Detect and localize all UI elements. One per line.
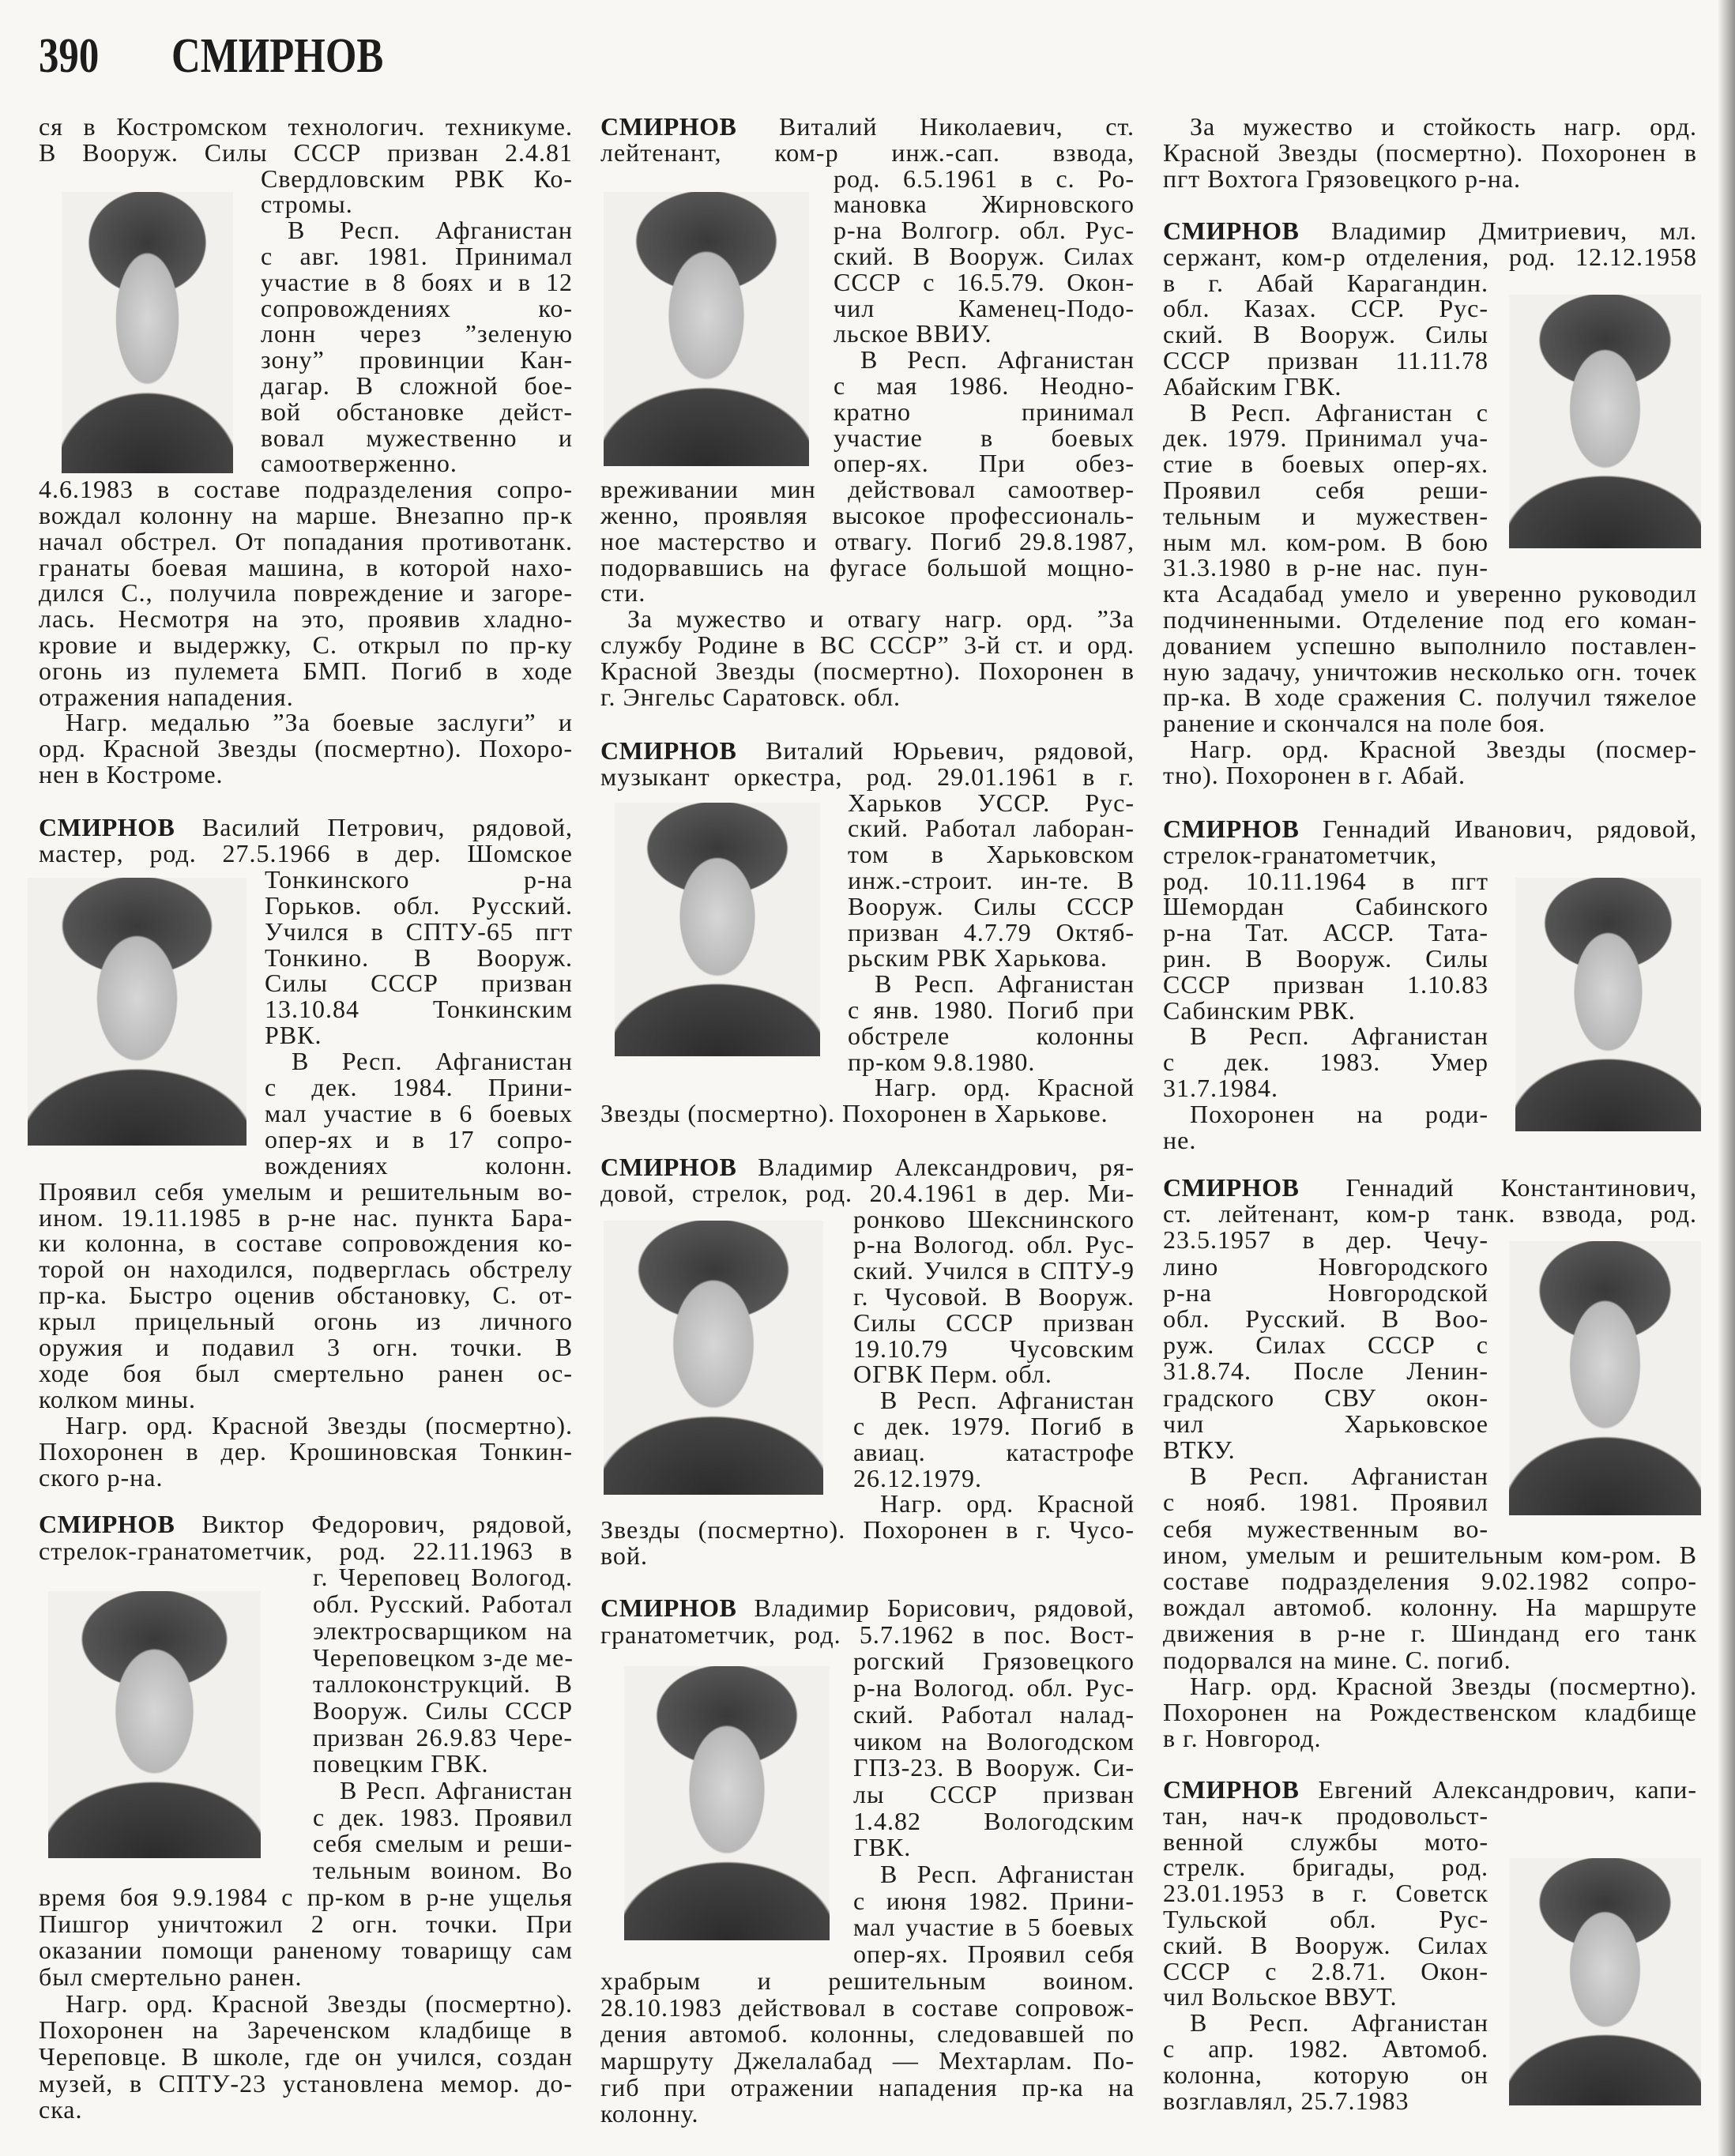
text-line: ГПЗ-23. В Вооруж. Си-: [853, 1753, 1135, 1782]
running-head: СМИРНОВ: [171, 29, 384, 83]
entry-name-line: Геннадий Иванович, рядовой,: [1323, 815, 1698, 843]
text-line: г. Чусовой. В Вооруж.: [853, 1282, 1135, 1311]
text-line: р-на Тат. АССР. Тата-: [1163, 918, 1488, 947]
text-line: тан, нач-к продовольст-: [1163, 1800, 1488, 1830]
text-line: р-на Волгогр. обл. Рус-: [834, 216, 1135, 245]
text-line: тельным воином. Во: [313, 1856, 573, 1885]
text-line: 26.12.1979.: [853, 1463, 982, 1492]
entry-surname: СМИРНОВ: [1163, 1775, 1300, 1804]
text-line: кровие и выдержку, С. открыл по пр-ку: [39, 630, 573, 659]
text-line: 1.4.82 Вологодским: [853, 1806, 1135, 1835]
text-line: лась. Несмотря на это, проявив хладно-: [39, 604, 573, 634]
text-line: Сабинским РВК.: [1163, 995, 1356, 1025]
text-line: сти.: [600, 578, 646, 608]
text-line: себя смелым и реши-: [313, 1829, 573, 1858]
text-line: время боя 9.9.1984 с пр-ком в р-не ущелья: [39, 1882, 573, 1911]
text-line: дения автомоб. колонны, следовавшей по: [600, 2019, 1135, 2049]
text-line: торой он находился, подверглась обстрелу: [39, 1255, 573, 1284]
entry-surname: СМИРНОВ: [39, 813, 175, 841]
text-line: В Респ. Афганистан: [880, 1386, 1135, 1415]
text-line: В Респ. Афганистан: [1190, 2008, 1488, 2037]
text-line: стрелок-гранатометчик, род. 22.11.1963 в: [39, 1536, 573, 1565]
entry-name-line: Евгений Александрович, капи-: [1318, 1775, 1697, 1804]
text-line: с мая 1986. Неодно-: [834, 371, 1135, 400]
text-line: р-на Новгородской: [1163, 1277, 1488, 1307]
text-line: Звезды (посмертно). Похоронен в Харькове.: [600, 1099, 1108, 1128]
entry-name-line: Геннадий Константинович,: [1345, 1173, 1697, 1202]
portrait-photo: [1509, 295, 1701, 548]
text-line: гиб при отражении нападения пр-ка на: [600, 2072, 1135, 2101]
entry-surname: СМИРНОВ: [1163, 216, 1300, 245]
text-line: Звезды (посмертно). Похоронен в г. Чусо-: [600, 1515, 1135, 1545]
text-line: службу Родине в ВС СССР” 3-й ст. и орд.: [600, 630, 1135, 659]
portrait-photo: [624, 1666, 830, 1940]
text-line: [1163, 1175, 1697, 1201]
text-line: гранаты боевая машина, в которой нахо-: [39, 552, 573, 581]
text-line: Свердловским РВК Ко-: [261, 164, 573, 193]
text-line: нен в Костроме.: [39, 760, 224, 788]
portrait-photo: [615, 803, 820, 1056]
text-line: В Респ. Афганистан: [860, 345, 1135, 374]
text-line: Учился в СПТУ-65 пгт: [265, 916, 573, 946]
text-line: ином, умелым и решительным ком-ром. В: [1163, 1540, 1697, 1569]
text-line: г. Энгельс Саратовск. обл.: [600, 682, 901, 711]
portrait-photo: [62, 192, 233, 473]
text-line: лонн через ”зеленую: [261, 319, 573, 348]
text-line: [1163, 218, 1697, 244]
text-line: подорвавшись на фугасе большой мощно-: [600, 552, 1135, 581]
portrait-photo: [1509, 1241, 1701, 1515]
text-line: руж. Силах СССР с: [1163, 1330, 1488, 1360]
text-line: ное мастерство и отвагу. Погиб 29.8.1987,: [600, 526, 1135, 555]
text-line: подчиненными. Отделение под его коман-: [1163, 605, 1697, 634]
text-line: рьским РВК Харькова.: [848, 943, 1108, 973]
text-line: ную задачу, уничтожив несколько огн. точек: [1163, 657, 1697, 686]
text-line: отражения нападения.: [39, 682, 294, 711]
text-line: участие в боевых: [834, 423, 1135, 452]
text-line: Похоронен в дер. Крошиновская Тонкин-: [39, 1436, 573, 1466]
book-gutter-shadow: [1718, 0, 1735, 2156]
text-line: рин. В Вооруж. Силы: [1163, 944, 1488, 973]
text-line: ГВК.: [853, 1833, 912, 1862]
text-line: оружия и подавил 3 огн. точки. В: [39, 1333, 573, 1361]
text-line: опер-ях и в 17 сопро-: [265, 1124, 573, 1153]
text-line: ронково Шекснинского: [853, 1204, 1135, 1233]
text-line: колком мины.: [39, 1384, 197, 1413]
text-line: РВК.: [265, 1021, 322, 1050]
text-line: ным мл. ком-ром. В бою: [1163, 527, 1488, 556]
text-line: 28.10.1983 действовал в составе сопровож-: [600, 1992, 1135, 2022]
text-line: зону” провинции Кан-: [261, 345, 573, 374]
text-line: стромы.: [261, 190, 353, 219]
text-line: СССР призван 11.11.78: [1163, 346, 1488, 374]
text-line: 31.3.1980 в р-не нас. пун-: [1163, 553, 1488, 582]
text-line: себя мужественным во-: [1163, 1514, 1488, 1543]
entry-name-line: Виктор Федорович, рядовой,: [201, 1510, 574, 1538]
text-line: Абайским ГВК.: [1163, 371, 1342, 401]
text-line: мал участие в 6 боевых: [265, 1098, 573, 1127]
text-line: самоотверженно.: [261, 449, 457, 478]
text-line: движения в р-не г. Шинданд его танк: [1163, 1619, 1697, 1648]
text-line: вождениях колонн.: [265, 1150, 573, 1180]
text-line: Шемордан Сабинского: [1163, 892, 1488, 921]
text-line: колонну.: [600, 2099, 699, 2128]
entry-name-line: Виталий Юрьевич, рядовой,: [766, 736, 1135, 765]
entry-name-line: Владимир Дмитриевич, мл.: [1331, 216, 1697, 245]
text-line: повецким ГВК.: [313, 1749, 489, 1778]
text-line: крыл прицельный огонь из личного: [39, 1307, 573, 1336]
text-line: льское ВВИУ.: [834, 319, 992, 348]
text-line: пгт Вохтога Грязовецкого р-на.: [1163, 164, 1522, 193]
text-line: мановка Жирновского: [834, 190, 1135, 219]
portrait-photo: [1515, 878, 1701, 1131]
text-line: опер-ях. При обез-: [834, 449, 1135, 478]
text-line: тно). Похоронен в г. Абай.: [1163, 760, 1466, 789]
text-line: ский. Работал лаборан-: [848, 814, 1135, 843]
text-line: ский. Учился в СПТУ-9: [853, 1256, 1135, 1285]
text-line: [39, 1511, 573, 1537]
text-line: обл. Казах. ССР. Рус-: [1163, 294, 1488, 323]
entry-name-line: Василий Петрович, рядовой,: [201, 813, 573, 841]
text-line: Силы СССР призван: [265, 969, 573, 998]
text-line: Нагр. орд. Красной Звезды (посмертно).: [66, 1989, 573, 2018]
text-line: ский. Работал налад-: [853, 1699, 1135, 1729]
text-line: Красной Звезды (посмертно). Похоронен в: [600, 656, 1135, 685]
text-line: мал участие в 5 боевых: [853, 1913, 1135, 1942]
text-line: ся в Костромском технологич. техникуме.: [39, 112, 573, 141]
text-line: чиком на Вологодском: [853, 1726, 1135, 1755]
text-line: [600, 114, 1135, 140]
text-line: ский. В Вооруж. Силах: [1163, 1930, 1488, 1959]
text-line: р-на Вологод. обл. Рус-: [853, 1230, 1135, 1259]
text-line: [39, 815, 573, 841]
text-line: Тонкино. В Вооруж.: [265, 943, 573, 972]
text-line: В Вооруж. Силы СССР призван 2.4.81: [39, 137, 573, 167]
entry-surname: СМИРНОВ: [39, 1510, 175, 1538]
text-line: тельным и мужествен-: [1163, 501, 1488, 530]
entry-name-line: Владимир Борисович, рядовой,: [754, 1593, 1135, 1622]
text-line: составе подразделения 9.02.1982 сопро-: [1163, 1567, 1697, 1595]
text-line: кратно принимал: [834, 397, 1135, 426]
text-line: ского р-на.: [39, 1462, 164, 1492]
text-line: маршруту Джелалабад — Мехтарлам. По-: [600, 2045, 1135, 2075]
text-line: ином. 19.11.1985 в р-не нас. пункта Бара-: [39, 1202, 573, 1232]
text-line: дек. 1979. Принимал уча-: [1163, 423, 1488, 453]
text-line: пр-ком 9.8.1980.: [848, 1047, 1036, 1076]
text-line: чил Каменец-Подо-: [834, 293, 1135, 322]
text-line: венной службы мото-: [1163, 1827, 1488, 1856]
text-line: стрелк. бригады, род.: [1163, 1853, 1488, 1882]
text-line: Похоронен на роди-: [1190, 1099, 1488, 1128]
text-line: Проявил себя реши-: [1163, 476, 1488, 504]
text-line: с дек. 1979. Погиб в: [853, 1412, 1135, 1440]
text-line: музей, в СПТУ-23 установлена мемор. до-: [39, 2068, 573, 2098]
text-line: вой обстановке дейст-: [261, 397, 573, 426]
text-line: пр-ка. В ходе сражения С. получил тяжелое: [1163, 683, 1697, 712]
page-number: 390: [39, 29, 100, 83]
text-line: Тульской обл. Рус-: [1163, 1905, 1488, 1933]
text-line: чил Харьковское: [1163, 1409, 1488, 1438]
text-line: Похоронен на Рождественском кладбище: [1163, 1698, 1697, 1726]
text-line: том в Харьковском: [848, 840, 1135, 869]
text-line: ска.: [39, 2095, 83, 2124]
text-line: р-на Вологод. обл. Рус-: [853, 1673, 1135, 1703]
entry-surname: СМИРНОВ: [600, 112, 737, 141]
entry-surname: СМИРНОВ: [600, 736, 737, 765]
text-line: Нагр. орд. Красной: [875, 1073, 1135, 1102]
text-line: [1163, 816, 1697, 842]
text-line: с дек. 1983. Умер: [1163, 1048, 1488, 1077]
text-line: В Респ. Афганистан: [1190, 1022, 1488, 1051]
text-line: с нояб. 1981. Проявил: [1163, 1488, 1488, 1517]
text-line: лейтенант, ком-р инж.-сап. взвода,: [600, 137, 1135, 167]
entry-surname: СМИРНОВ: [600, 1593, 737, 1622]
text-line: ОГВК Перм. обл.: [853, 1360, 1052, 1389]
portrait-photo: [28, 878, 247, 1146]
text-line: обл. Русский. В Воо-: [1163, 1304, 1488, 1333]
text-line: вождал автомоб. колонну. На маршруте: [1163, 1593, 1697, 1622]
text-line: мастер, род. 27.5.1966 в дер. Шомское: [39, 838, 573, 867]
text-line: Нагр. орд. Красной Звезды (посмертно).: [66, 1410, 573, 1439]
text-line: [600, 738, 1135, 764]
text-line: [1163, 1777, 1697, 1803]
text-line: Харьков УССР. Рус-: [848, 788, 1135, 817]
text-line: возглавлял, 25.7.1983: [1163, 2086, 1409, 2115]
text-line: с дек. 1983. Проявил: [313, 1802, 573, 1831]
text-line: Вооруж. Силы СССР: [313, 1695, 573, 1725]
text-line: Тонкинского р-на: [265, 864, 573, 894]
text-line: орд. Красной Звезды (посмертно). Похоро-: [39, 734, 573, 763]
text-line: ки колонна, в составе сопровождения ко-: [39, 1229, 573, 1258]
text-line: За мужество и стойкость нагр. орд.: [1190, 112, 1697, 141]
text-line: храбрым и решительным воином.: [600, 1966, 1135, 1995]
text-line: Пишгор уничтожил 2 огн. точки. При: [39, 1909, 573, 1938]
text-line: огонь из пулемета БМП. Погиб в ходе: [39, 656, 573, 685]
text-line: 13.10.84 Тонкинским: [265, 995, 573, 1024]
text-line: с янв. 1980. Погиб при: [848, 995, 1135, 1024]
text-line: В Респ. Афганистан: [340, 1776, 573, 1804]
text-line: вовал мужественно и: [261, 423, 573, 452]
text-line: дованием успешно выполнило поставлен-: [1163, 630, 1697, 660]
text-line: ский. В Вооруж. Силах: [834, 242, 1135, 270]
text-line: сопровождениях ко-: [261, 293, 573, 322]
text-line: В Респ. Афганистан: [1190, 1462, 1488, 1491]
text-line: дился С., получила повреждение и загоре-: [39, 578, 573, 608]
text-line: с апр. 1982. Автомоб.: [1163, 2034, 1488, 2063]
text-line: таллоконструкций. В: [313, 1669, 573, 1699]
text-line: Силы СССР призван: [853, 1308, 1135, 1337]
text-line: Нагр. орд. Красной Звезды (посмер-: [1190, 735, 1697, 763]
text-line: вой.: [600, 1541, 649, 1570]
text-line: с авг. 1981. Принимал: [261, 242, 573, 270]
text-line: Вооруж. Силы СССР: [848, 891, 1135, 920]
text-line: с июня 1982. Прини-: [853, 1886, 1135, 1915]
text-line: призван 4.7.79 Октяб-: [848, 917, 1135, 946]
text-line: чил Вольское ВВУТ.: [1163, 1982, 1398, 2011]
text-line: Череповце. В школе, где он учился, создан: [39, 2042, 573, 2071]
text-line: СССР призван 1.10.83: [1163, 969, 1488, 999]
text-line: женно, проявляя высокое профессиональ-: [600, 501, 1135, 529]
text-line: В Респ. Афганистан с: [1190, 397, 1488, 427]
portrait-photo: [604, 1221, 823, 1495]
text-line: подорвался на мине. С. погиб.: [1163, 1645, 1511, 1674]
text-line: Нагр. орд. Красной Звезды (посмертно).: [1190, 1671, 1697, 1700]
text-line: Нагр. орд. Красной: [880, 1489, 1135, 1518]
text-line: 23.5.1957 в дер. Чечу-: [1163, 1225, 1488, 1255]
text-line: 4.6.1983 в составе подразделения сопро-: [39, 475, 573, 504]
text-line: Нагр. медалью ”За боевые заслуги” и: [66, 708, 573, 737]
text-line: род. 6.5.1961 в с. Ро-: [834, 164, 1135, 193]
text-line: лино Новгородского: [1163, 1251, 1488, 1281]
text-line: стрелок-гранатометчик,: [1163, 840, 1437, 869]
text-line: В Респ. Афганистан: [288, 216, 573, 245]
text-line: колонна, которую он: [1163, 2060, 1488, 2089]
text-line: призван 26.9.83 Чере-: [313, 1722, 573, 1752]
text-line: не.: [1163, 1125, 1197, 1154]
text-line: [600, 1595, 1135, 1621]
text-line: начал обстрел. От попадания противотанк.: [39, 526, 573, 555]
text-line: 19.10.79 Чусовским: [853, 1334, 1135, 1363]
text-line: кта Асадабад умело и уверенно руководил: [1163, 579, 1697, 608]
text-line: вождал колонну на марше. Внезапно пр-к: [39, 501, 573, 529]
text-line: В Респ. Афганистан: [880, 1860, 1135, 1888]
text-line: В Респ. Афганистан: [875, 969, 1135, 999]
text-line: За мужество и отвагу нагр. орд. ”За: [627, 604, 1135, 634]
text-line: ранение и скончался на поле боя.: [1163, 709, 1546, 738]
text-line: в г. Новгород.: [1163, 1724, 1322, 1753]
text-line: участие в 8 боях и в 12: [261, 267, 573, 296]
portrait-photo: [604, 192, 809, 466]
text-line: музыкант оркестра, род. 29.01.1961 в г.: [600, 762, 1135, 791]
text-line: Похоронен на Зареченском кладбище в: [39, 2015, 573, 2045]
portrait-photo: [1509, 1858, 1701, 2105]
entry-surname: СМИРНОВ: [600, 1153, 737, 1181]
text-line: довой, стрелок, род. 20.4.1961 в дер. Ми-: [600, 1178, 1135, 1207]
text-line: В Респ. Афганистан: [292, 1047, 573, 1076]
text-line: [600, 1154, 1135, 1180]
text-line: дагар. В сложной бое-: [261, 371, 573, 400]
text-line: Горьков. обл. Русский.: [265, 890, 573, 920]
text-line: Череповецком з-де ме-: [313, 1642, 574, 1672]
text-line: СССР с 16.5.79. Окон-: [834, 267, 1135, 296]
entry-name-line: Владимир Александрович, ря-: [758, 1153, 1135, 1181]
text-line: Красной Звезды (посмертно). Похоронен в: [1163, 137, 1697, 167]
text-line: с дек. 1984. Прини-: [265, 1073, 573, 1101]
portrait-photo: [48, 1591, 261, 1858]
text-line: градского СВУ окон-: [1163, 1383, 1488, 1412]
text-line: ВТКУ.: [1163, 1435, 1236, 1464]
text-line: оказании помощи раненому товарищу сам: [39, 1936, 573, 1965]
text-line: ст. лейтенант, ком-р танк. взвода, род.: [1163, 1199, 1697, 1229]
text-line: электросварщиком на: [313, 1616, 573, 1645]
text-line: 31.7.1984.: [1163, 1074, 1278, 1102]
entry-name-line: Виталий Николаевич, ст.: [779, 112, 1135, 141]
text-line: ский. В Вооруж. Силы: [1163, 320, 1488, 349]
text-line: 23.01.1953 в г. Советск: [1163, 1879, 1488, 1908]
text-line: 31.8.74. После Ленин-: [1163, 1356, 1488, 1386]
text-line: рогский Грязовецкого: [853, 1646, 1135, 1676]
text-line: сержант, ком-р отделения, род. 12.12.1958: [1163, 242, 1697, 271]
text-line: стие в боевых опер-ях.: [1163, 450, 1488, 479]
text-line: авиац. катастрофе: [853, 1437, 1135, 1466]
text-line: Проявил себя умелым и решительным во-: [39, 1176, 573, 1206]
text-line: опер-ях. Проявил себя: [853, 1940, 1135, 1969]
text-line: г. Череповец Вологод.: [313, 1563, 573, 1592]
text-line: обстреле колонны: [848, 1021, 1135, 1050]
entry-surname: СМИРНОВ: [1163, 1173, 1300, 1202]
text-line: гранатометчик, род. 5.7.1962 в пос. Вост-: [600, 1620, 1135, 1649]
text-line: лы СССР призван: [853, 1779, 1135, 1808]
text-line: вреживании мин действовал самоотвер-: [600, 475, 1135, 504]
text-line: род. 10.11.1964 в пгт: [1163, 866, 1488, 895]
text-line: обл. Русский. Работал: [313, 1590, 573, 1619]
text-line: пр-ка. Быстро оценив обстановку, С. от-: [39, 1281, 573, 1310]
text-line: инж.-строит. ин-те. В: [848, 866, 1135, 894]
text-line: СССР с 2.8.71. Окон-: [1163, 1956, 1488, 1985]
text-line: ходе боя был смертельно ранен ос-: [39, 1358, 573, 1387]
text-line: был смертельно ранен.: [39, 1962, 303, 1991]
text-line: в г. Абай Карагандин.: [1163, 268, 1488, 297]
entry-surname: СМИРНОВ: [1163, 815, 1300, 843]
